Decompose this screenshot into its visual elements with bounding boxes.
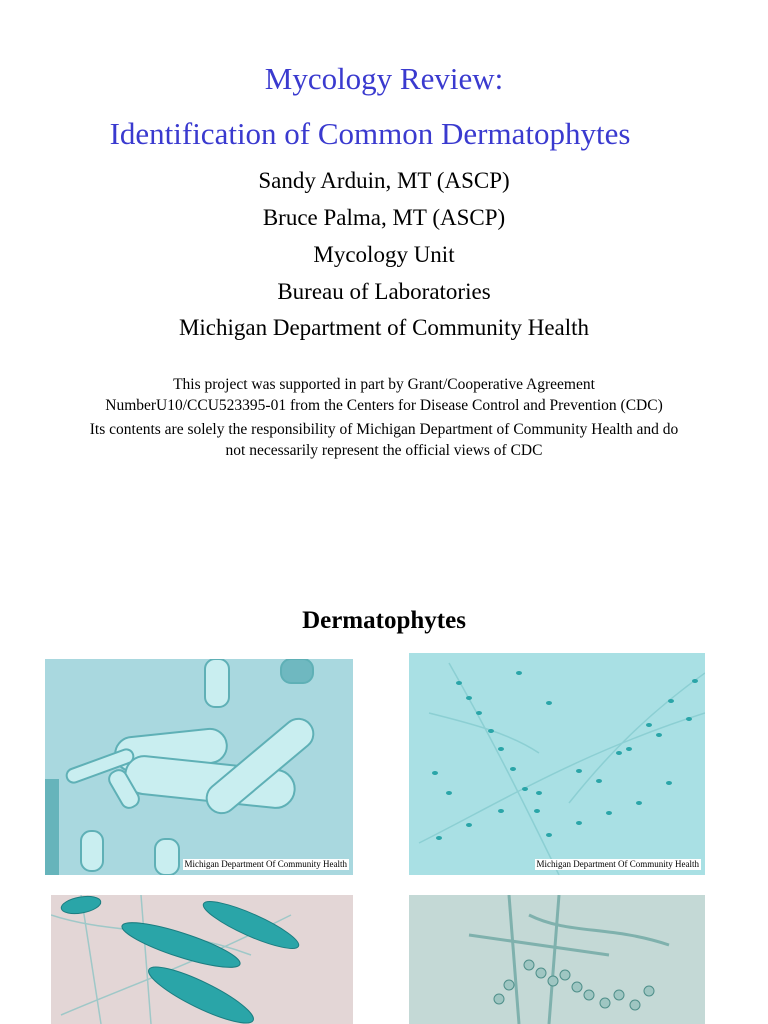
photo-1-caption: Michigan Department Of Community Health — [184, 859, 347, 869]
micrograph-3 — [51, 895, 353, 1024]
author-2: Bruce Palma, MT (ASCP) — [262, 205, 506, 230]
micrograph-2 — [409, 653, 705, 875]
photo-2-caption: Michigan Department Of Community Health — [536, 859, 699, 869]
grant-line-2: NumberU10/CCU523395-01 from the Centers for Disease Control and Prevention (CDC) — [105, 397, 663, 414]
department-name: Michigan Department of Community Health — [178, 315, 590, 340]
unit-name: Mycology Unit — [313, 242, 455, 267]
micrograph-1 — [45, 659, 353, 875]
title-line-2: Identification of Common Dermatophytes — [109, 116, 631, 151]
author-1: Sandy Arduin, MT (ASCP) — [258, 168, 510, 193]
grant-line-1: This project was supported in part by Grant/Cooperative Agreement — [173, 376, 595, 393]
disclaimer-line-1: Its contents are solely the responsibility of Michigan Department of Community Health and do — [89, 421, 679, 438]
disclaimer-line-2: not necessarily represent the official views of CDC — [225, 442, 543, 459]
title-line-1: Mycology Review: — [264, 61, 504, 96]
bureau-name: Bureau of Laboratories — [277, 279, 491, 304]
section-heading: Dermatophytes — [302, 607, 466, 634]
micrograph-4 — [409, 895, 705, 1024]
